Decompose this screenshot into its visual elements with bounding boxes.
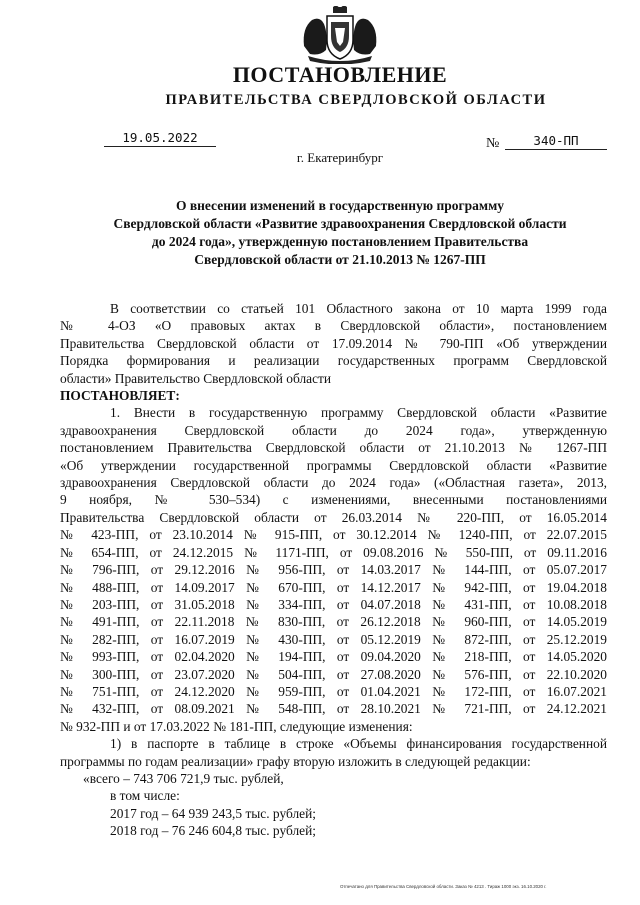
document-title: ПОСТАНОВЛЕНИЕ (232, 62, 448, 87)
number-sign: № (486, 136, 500, 151)
document-heading (70, 197, 610, 269)
document-number: 340-ПП (505, 133, 607, 150)
body-line: области» Правительство Свердловской области (60, 370, 332, 386)
body-line: 1) в паспорте в таблице в строке «Объемы финансирования государственной (110, 736, 607, 752)
body-line: № 432-ПП, от 08.09.2021 № 548-ПП, от 28.10.2021 № 721-ПП, от 24.12.2021 (60, 701, 607, 717)
body-line: Правительства Свердловской области от 17.09.2014 № 790-ПП «Об утверждении (60, 335, 607, 351)
heading-line: Свердловской области от 21.10.2013 № 1267-ПП (194, 252, 486, 267)
body-line: 9 ноября, № 530–534) с изменениями, внесенными постановлениями (60, 492, 607, 508)
body-line: № 203-ПП, от 31.05.2018 № 334-ПП, от 04.07.2018 № 431-ПП, от 10.08.2018 (60, 596, 607, 612)
body-line: № 4-ОЗ «О правовых актах в Свердловской области», постановлением (60, 318, 607, 334)
quote-line: в том числе: (110, 788, 180, 804)
document-body (60, 300, 607, 840)
body-line: № 932-ПП и от 17.03.2022 № 181-ПП, следующие изменения: (60, 718, 413, 734)
body-line: № 300-ПП, от 23.07.2020 № 504-ПП, от 27.08.2020 № 576-ПП, от 22.10.2020 (60, 666, 607, 682)
body-line: № 282-ПП, от 16.07.2019 № 430-ПП, от 05.12.2019 № 872-ПП, от 25.12.2019 (60, 631, 607, 647)
body-line: здравоохранения Свердловской области до 2024 года», утвержденную (60, 422, 607, 438)
print-footer: Отпечатано для Правительства Свердловской области. Заказ № 4213 . Тираж 1000 экз. 16.10.2020 г. (340, 884, 547, 889)
body-line: В соответствии со статьей 101 Областного закона от 10 марта 1999 года (110, 301, 607, 316)
heading-line: О внесении изменений в государственную программу (175, 198, 505, 213)
body-line: здравоохранения Свердловской области до 2024 года» («Областная газета», 2013, (60, 475, 607, 491)
heading-line: до 2024 года», утвержденную постановлением Правительства (151, 234, 529, 249)
body-line: Порядка формирования и реализации государственных программ Свердловской (60, 353, 607, 369)
body-line: постановлением Правительства Свердловской области от 21.10.2013 № 1267-ПП (60, 440, 607, 456)
body-line: № 654-ПП, от 24.12.2015 № 1171-ПП, от 09.08.2016 № 550-ПП, от 09.11.2016 (60, 544, 607, 560)
body-line: № 751-ПП, от 24.12.2020 № 959-ПП, от 01.04.2021 № 172-ПП, от 16.07.2021 (60, 683, 607, 699)
body-line: «Об утверждении государственной программы Свердловской области «Развитие (60, 457, 607, 473)
document-date: 19.05.2022 (104, 130, 216, 147)
body-line: № 993-ПП, от 02.04.2020 № 194-ПП, от 09.04.2020 № 218-ПП, от 14.05.2020 (60, 649, 607, 665)
quote-line: «всего – 743 706 721,9 тыс. рублей, (83, 770, 284, 786)
body-line: программы по годам реализации» графу вторую изложить в следующей редакции: (60, 753, 531, 769)
body-line: № 423-ПП, от 23.10.2014 № 915-ПП, от 30.12.2014 № 1240-ПП, от 22.07.2015 (60, 527, 607, 543)
document-city: г. Екатеринбург (296, 150, 384, 165)
body-line: № 796-ПП, от 29.12.2016 № 956-ПП, от 14.03.2017 № 144-ПП, от 05.07.2017 (60, 562, 607, 578)
resolves-label: ПОСТАНОВЛЯЕТ: (60, 388, 180, 404)
document-subtitle: ПРАВИТЕЛЬСТВА СВЕРДЛОВСКОЙ ОБЛАСТИ (165, 92, 547, 108)
body-line: Правительства Свердловской области от 26.03.2014 № 220-ПП, от 16.05.2014 (60, 509, 607, 525)
body-line: № 488-ПП, от 14.09.2017 № 670-ПП, от 14.12.2017 № 942-ПП, от 19.04.2018 (60, 579, 607, 595)
heading-line: Свердловской области «Развитие здравоохранения Свердловской области (113, 216, 567, 231)
body-line: № 491-ПП, от 22.11.2018 № 830-ПП, от 26.12.2018 № 960-ПП, от 14.05.2019 (60, 614, 607, 630)
quote-line: 2017 год – 64 939 243,5 тыс. рублей; (110, 805, 316, 821)
body-line: 1. Внести в государственную программу Свердловской области «Развитие (110, 405, 607, 421)
coat-of-arms-icon (298, 6, 382, 64)
quote-line: 2018 год – 76 246 604,8 тыс. рублей; (110, 823, 316, 839)
